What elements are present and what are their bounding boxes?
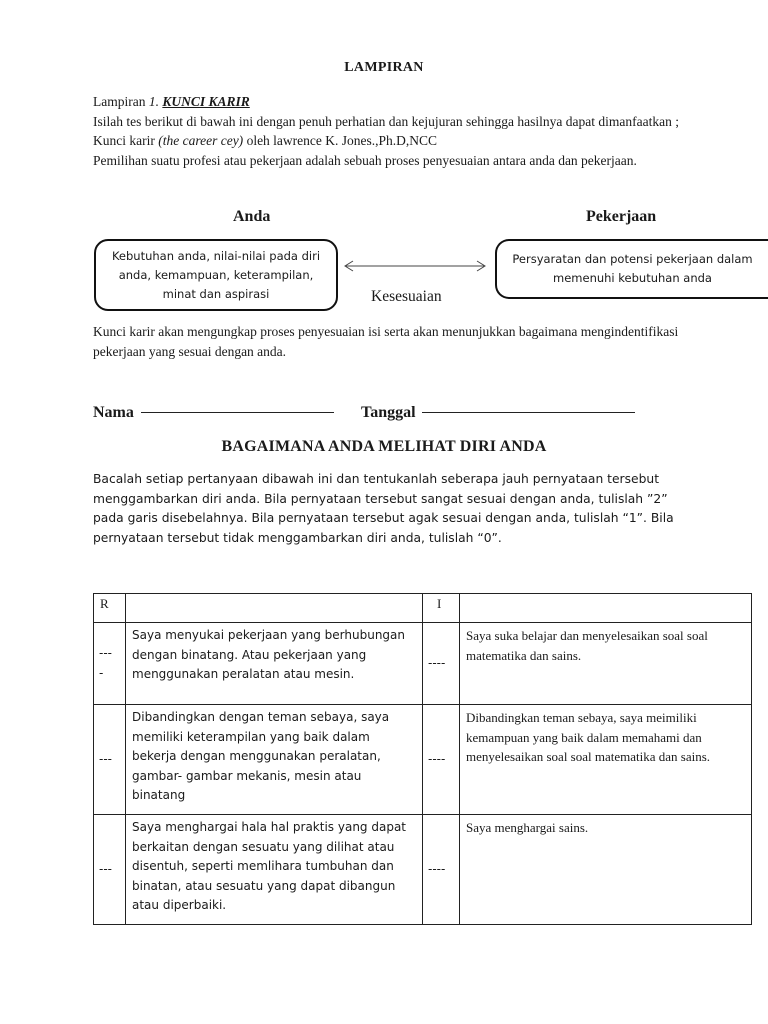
answer-line-left[interactable]: ---	[94, 815, 126, 925]
intro-line-1: Isilah tes berikut di bawah ini dengan penuh perhatian dan kejujuran sehingga hasilnya dapat dimanfaatkan ;	[93, 113, 679, 129]
table-row	[94, 705, 752, 815]
lampiran-line	[93, 92, 683, 112]
statement-left: Saya menyukai pekerjaan yang berhubungan dengan binatang. Atau pekerjaan yang menggunakan peralatan atau mesin.	[126, 623, 423, 705]
anda-label: Anda	[233, 208, 271, 225]
answer-line-right[interactable]: ----	[423, 705, 460, 815]
statement-right: Saya suka belajar dan menyelesaikan soal soal matematika dan sains.	[460, 623, 752, 705]
double-arrow-icon	[342, 259, 488, 273]
intro-block	[93, 92, 683, 170]
page-title: LAMPIRAN	[344, 60, 424, 75]
intro-line-2-a: Kunci karir	[93, 133, 159, 148]
section-title: BAGAIMANA ANDA MELIHAT DIRI ANDA	[221, 438, 547, 455]
pekerjaan-label: Pekerjaan	[586, 208, 657, 225]
table-header-row	[94, 594, 752, 623]
assessment-table	[93, 593, 752, 925]
lampiran-prefix: Lampiran	[93, 94, 149, 109]
header-r: R	[94, 594, 126, 623]
left-box-text: Kebutuhan anda, nilai-nilai pada diri anda, kemampuan, keterampilan, minat dan aspirasi	[111, 248, 321, 301]
statement-right: Saya menghargai sains.	[460, 815, 752, 925]
statement-right: Dibandingkan teman sebaya, saya meimiliki kemampuan yang baik dalam memahami dan menyelesaikan soal soal matematika dan sains.	[460, 705, 752, 815]
after-diagram-text: Kunci karir akan mengungkap proses penyesuaian isi serta akan menunjukkan bagaimana mengindentifikasi pekerjaan yang sesuai dengan anda.	[93, 324, 679, 359]
header-empty-left	[126, 594, 423, 623]
nama-label: Nama	[93, 404, 134, 421]
answer-line-right[interactable]: ----	[423, 815, 460, 925]
tanggal-line[interactable]	[422, 412, 635, 413]
intro-line-3: Pemilihan suatu profesi atau pekerjaan adalah sebuah proses penyesuaian antara anda dan pekerjaan.	[93, 152, 637, 168]
answer-line-left[interactable]: ---	[94, 705, 126, 815]
lampiran-number: 1.	[148, 94, 163, 109]
intro-line-2-b: oleh lawrence K. Jones.,Ph.D,NCC	[243, 133, 438, 148]
kesesuaian-label: Kesesuaian	[371, 288, 442, 305]
header-i: I	[423, 594, 460, 623]
answer-line-right[interactable]: ----	[423, 623, 460, 705]
right-box-text: Persyaratan dan potensi pekerjaan dalam memenuhi kebutuhan anda	[512, 252, 753, 285]
left-diagram-box	[94, 239, 338, 311]
intro-line-2	[93, 131, 683, 151]
lampiran-key: KUNCI KARIR	[162, 94, 250, 109]
header-empty-right	[460, 594, 752, 623]
table-row	[94, 623, 752, 705]
instructions: Bacalah setiap pertanyaan dibawah ini dan tentukanlah seberapa jauh pernyataan tersebut menggambarkan diri anda. Bila pernyataan tersebut sangat sesuai dengan anda, tulislah ”2” pada garis disebelahnya. Bila pernyataan tersebut agak sesuai dengan anda, tulislah “1”. Bila pernyataan tersebut tidak menggambarkan diri anda, tulislah “0”.	[93, 472, 674, 545]
table-row	[94, 815, 752, 925]
answer-line-left[interactable]: --- -	[94, 623, 126, 705]
statement-left: Saya menghargai hala hal praktis yang dapat berkaitan dengan sesuatu yang dilihat atau disentuh, seperti memlihara tumbuhan dan binatan, atau sesuatu yang dapat dibangun atau diperbaiki.	[126, 815, 423, 925]
tanggal-label: Tanggal	[361, 404, 416, 421]
intro-line-2-italic: (the career cey)	[158, 133, 244, 148]
nama-line[interactable]	[141, 412, 334, 413]
statement-left: Dibandingkan dengan teman sebaya, saya memiliki keterampilan yang baik dalam bekerja dengan menggunakan peralatan, gambar- gambar mekanis, mesin atau binatang	[126, 705, 423, 815]
right-diagram-box	[495, 239, 768, 299]
